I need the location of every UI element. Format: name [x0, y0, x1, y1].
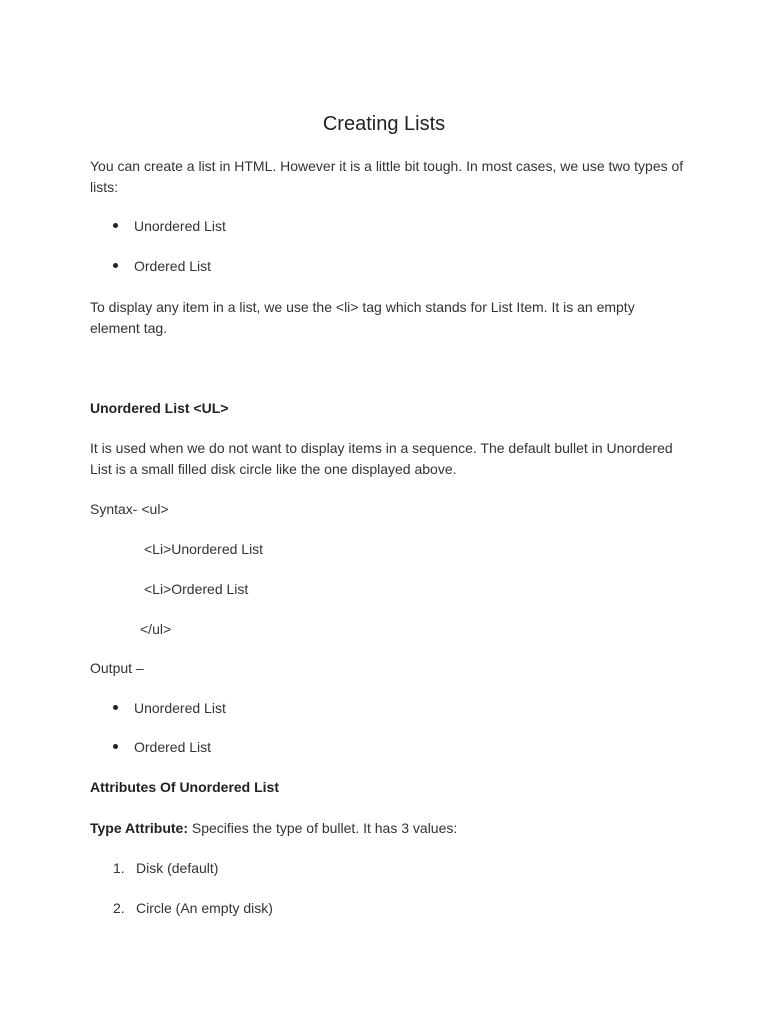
- li-tag-paragraph: [90, 297, 690, 339]
- syntax-line: </ul>: [140, 621, 172, 637]
- unordered-list-heading: Unordered List <UL>: [90, 400, 229, 416]
- output-label: Output –: [90, 660, 144, 676]
- type-attribute-paragraph: [90, 818, 690, 839]
- page-title: Creating Lists: [322, 113, 446, 135]
- unordered-list-description: [90, 438, 690, 480]
- list-item-label: Ordered List: [134, 258, 212, 274]
- list-item: [113, 216, 226, 237]
- list-item-label: Unordered List: [134, 218, 226, 234]
- numbered-list-item: [113, 898, 273, 919]
- syntax-label: Syntax- <ul>: [90, 501, 169, 517]
- type-attribute-description: Specifies the type of bullet. It has 3 values:: [188, 820, 458, 836]
- list-item: [113, 698, 226, 719]
- numbered-list-item: [113, 858, 218, 879]
- list-item: [113, 256, 211, 277]
- bullet-icon: [113, 223, 118, 228]
- list-item-label: Disk (default): [136, 860, 219, 876]
- bullet-icon: [113, 744, 118, 749]
- list-item-label: Ordered List: [134, 739, 212, 755]
- bullet-icon: [113, 705, 118, 710]
- type-attribute-label: Type Attribute:: [90, 820, 188, 836]
- list-number: 2.: [113, 900, 125, 916]
- syntax-line: <Li>Ordered List: [144, 581, 249, 597]
- syntax-line: <Li>Unordered List: [144, 541, 264, 557]
- list-item: [113, 737, 211, 758]
- intro-paragraph: [90, 156, 690, 198]
- list-item-label: Unordered List: [134, 700, 226, 716]
- bullet-icon: [113, 263, 118, 268]
- li-line-1: To display any item in a list, we use the <li> tag which stands for List Item. It is an empty: [90, 299, 635, 315]
- list-item-label: Circle (An empty disk): [136, 900, 273, 916]
- intro-line-1: You can create a list in HTML. However it is a little bit tough. In most cases, we use two types of: [90, 158, 684, 174]
- attributes-heading: Attributes Of Unordered List: [90, 779, 280, 795]
- list-number: 1.: [113, 860, 125, 876]
- ul-desc-line-2: List is a small filled disk circle like the one displayed above.: [90, 461, 457, 477]
- intro-line-2: lists:: [90, 179, 118, 195]
- li-line-2: element tag.: [90, 320, 168, 336]
- ul-desc-line-1: It is used when we do not want to display items in a sequence. The default bullet in Unordered: [90, 440, 673, 456]
